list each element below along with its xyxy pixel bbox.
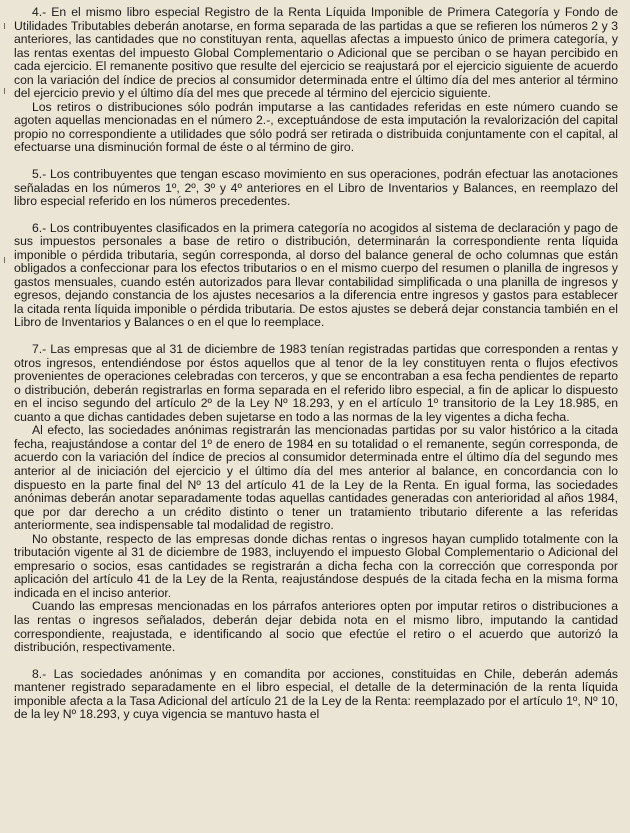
- paragraph-7-effect: Al efecto, las sociedades anónimas registrarán las mencionadas partidas por su valor histórico a la citada fecha, reajustándose a contar del 1º de enero de 1984 en su totalidad o el remanente, según corresponda, de acuerdo con la variación del índice de precios al consumidor determinada entre el último día del segundo mes anterior al de iniciación del ejercicio y el último día del mes anterior al balance, en concordancia con lo dispuesto en la parte final del Nº 13 del artículo 41 de la Ley de la Renta. En igual forma, las sociedades anónimas deberán anotar separadamente todas aquellas cantidades generadas con anterioridad al años 1984, que por dar derecho a un crédito distinto o tener un tratamiento tributario diferente a las referidas anteriormente, sea indispensable tal modalidad de registro.: [14, 423, 618, 533]
- paragraph-4: 4.- En el mismo libro especial Registro de la Renta Líquida Imponible de Primera Categoría y Fondo de Utilidades Tributables deberán anotarse, en forma separada de las partidas a que se refieren los números 2 y 3 anteriores, las cantidades que no constituyan renta, aquellas afectas a impuesto único de primera categoría, y las rentas exentas del impuesto Global Complementario o Adicional que se perciban o se hayan percibido en cada ejercicio. El remanente positivo que resulte del ejercicio se reajustará por el ejercicio siguiente de acuerdo con la variación del índice de precios al consumidor determinada entre el último día del mes anterior al término del ejercicio previo y el último día del mes que precede al término del ejercicio siguiente.: [14, 5, 618, 101]
- binding-hole-mark: ı: [3, 20, 7, 32]
- binding-hole-mark: ı: [3, 85, 7, 97]
- paragraph-7-withdrawals: Cuando las empresas mencionadas en los párrafos anteriores opten por imputar retiros o distribuciones a las rentas o ingresos señalados, deberán dejar debida nota en el mismo libro, imputando la cantidad correspondiente, reajustada, e identificando al socio que efectúe el retiro o el acuerdo que autorizó la distribución, respectivamente.: [14, 599, 618, 655]
- binding-hole-mark: ı: [3, 254, 7, 266]
- paragraph-8: 8.- Las sociedades anónimas y en comandita por acciones, constituidas en Chile, deberán además mantener registrado separadamente en el libro especial, el detalle de la determinación de la renta líquida imponible afecta a la Tasa Adicional del artículo 21 de la Ley de la Renta: reemplazado por el artículo 1º, Nº 10, de la ley Nº 18.293, y cuya vigencia se mantuvo hasta el: [14, 666, 618, 722]
- paragraph-6: 6.- Los contribuyentes clasificados en la primera categoría no acogidos al sistema de declaración y pago de sus impuestos personales a base de retiro o distribución, determinarán la correspondiente renta líquida imponible o pérdida tributaria, según corresponda, al dorso del balance general de ocho columnas que están obligados a confeccionar para los efectos tributarios o en el mismo cuerpo del resumen o planilla de ingresos y gastos mensuales, cuando estén autorizados para llevar contabilidad simplificada o una planilla de ingresos y egresos, dejando constancia de los ajustes necesarios a la diferencia entre ingresos y gastos para establecer la citada renta líquida imponible o pérdida tributaria. De estos ajustes se deberá dejar constancia también en el Libro de Inventarios y Balances o en el que lo reemplace.: [14, 220, 618, 330]
- paragraph-7-notwithstanding: No obstante, respecto de las empresas donde dichas rentas o ingresos hayan cumplido totalmente con la tributación vigente al 31 de diciembre de 1983, incluyendo el impuesto Global Complementario o Adicional del empresario o socios, esas cantidades se registrarán a dicha fecha con la corrección que corresponda por aplicación del artículo 41 de la Ley de la Renta, reajustándose después de la citada fecha en la misma forma indicada en el inciso anterior.: [14, 531, 618, 600]
- paragraph-5: 5.- Los contribuyentes que tengan escaso movimiento en sus operaciones, podrán efectuar las anotaciones señaladas en los números 1º, 2º, 3º y 4º anteriores en el Libro de Inventarios y Balances, en reemplazo del libro especial referido en los números precedentes.: [14, 167, 618, 209]
- paragraph-7: 7.- Las empresas que al 31 de diciembre de 1983 tenían registradas partidas que corresponden a rentas y otros ingresos, entendiéndose por éstos aquellos que al tenor de la ley constituyen renta o flujos efectivos provenientes de operaciones celebradas con terceros, y que se encontraban a esa fecha pendientes de reparto o distribución, deberán registrarlas en forma separada en el referido libro especial, a fin de aplicar lo dispuesto en el inciso segundo del artículo 2º de la Ley Nº 18.293, y en el artículo 1º transitorio de la Ley 18.985, en cuanto a que dichas cantidades deben sujetarse en todo a las normas de la ley vigentes a dicha fecha.: [14, 342, 618, 424]
- paragraph-4-continuation: Los retiros o distribuciones sólo podrán imputarse a las cantidades referidas en este número cuando se agoten aquellas mencionadas en el número 2.-, exceptuándose de esta imputación la revalorización del capital propio no correspondiente a utilidades que sólo podrá ser retirada o distribuida conjuntamente con el capital, al efectuarse una disminución formal de éste o al término de giro.: [14, 99, 618, 155]
